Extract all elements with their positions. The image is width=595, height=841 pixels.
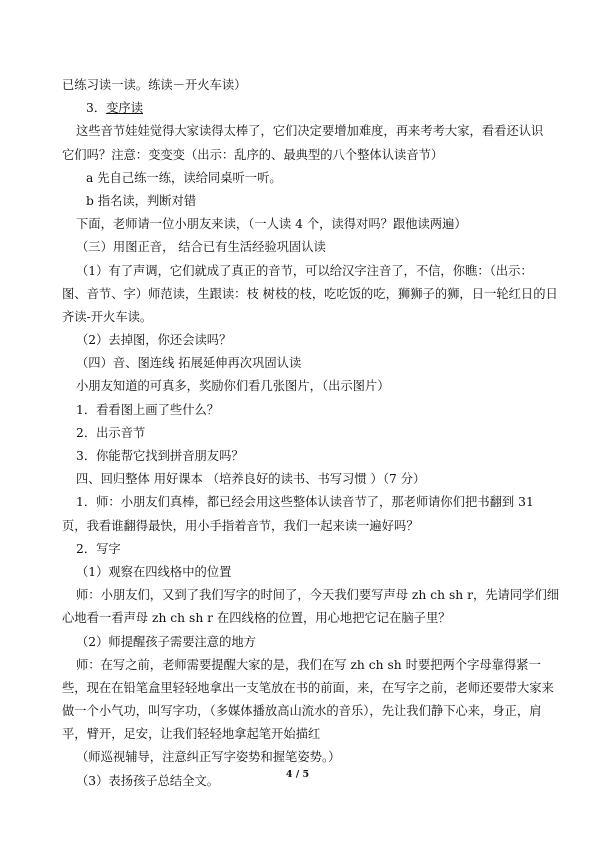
text-line: （2）师提醒孩子需要注意的地方: [76, 634, 256, 649]
text-line: 心地看一看声母 zh ch sh r 在四线格的位置，用心地把它记在脑子里？: [62, 611, 451, 626]
text-line: 平，臂开，足安，让我们轻轻地拿起笔开始描红: [62, 727, 321, 742]
section-heading: （三）用图正音， 结合已有生活经验巩固认读: [76, 240, 326, 255]
section-heading: 四、回归整体 用好课本 （培养良好的读书、书写习惯 ）（7 分）: [76, 472, 426, 487]
text-line: a 先自己练一练，读给同桌听一听。: [86, 170, 282, 185]
list-item: 1．看看图上画了些什么？: [76, 402, 220, 417]
text-line: 师：在写之前，老师需要提醒大家的是，我们在写 zh ch sh 时要把两个字母靠得紧一: [76, 657, 541, 672]
text-line: 下面，老师请一位小朋友来读，（一人读 4 个，读得对吗？跟他读两遍）: [76, 217, 467, 232]
section-heading: 3．变序读: [86, 101, 144, 116]
page-number: 4 / 5: [285, 769, 310, 780]
body-text: [62, 74, 560, 793]
text-line: （2）去掉图，你还会读吗？: [76, 333, 232, 348]
text-line: 齐读-开火车读。: [62, 309, 153, 324]
text-line: 它们吗？注意：变变变（出示：乱序的、最典型的八个整体认读音节）: [62, 147, 444, 162]
list-item: 2．出示音节: [76, 425, 146, 440]
text-line: 这些音节娃娃觉得大家读得太棒了，它们决定要增加难度，再来考考大家，看看还认识: [76, 124, 544, 139]
text-line: 图、音节、字）师范读，生跟读：枝 树枝的枝，吃吃饭的吃，狮狮子的狮，日一轮红日的日: [62, 286, 558, 301]
text-line: （3）表扬孩子总结全文。: [76, 773, 220, 788]
text-line: 做一个小气功，叫写字功，（多媒体播放高山流水的音乐），先让我们静下心来，身正，肩: [62, 704, 542, 719]
text-line: b 指名读，判断对错: [86, 193, 197, 208]
text-line: 页，我看谁翻得最快，用小手指着音节，我们一起来读一遍好吗？: [62, 518, 419, 533]
text-line: 些，现在在铅笔盒里轻轻地拿出一支笔放在书的前面，来，在写字之前，老师还要带大家来: [62, 680, 554, 695]
text-line: （1）有了声调，它们就成了真正的音节，可以给汉字注音了，不信，你瞧：（出示：: [76, 263, 533, 278]
list-item: 3．你能帮它找到拼音朋友吗？: [76, 449, 244, 463]
text-line: （师巡视辅导，注意纠正写字姿势和握笔姿势。）: [76, 750, 341, 765]
section-heading: （四）音、图连线 拓展延伸再次巩固认读: [76, 356, 302, 371]
text-line: 小朋友知道的可真多，奖励你们看几张图片，（出示图片）: [76, 379, 390, 394]
text-line: 已练习读一读。练读－开火车读）: [62, 78, 247, 92]
text-line: （1）观察在四线格中的位置: [76, 564, 232, 579]
text-line: 1．师：小朋友们真棒，都已经会用这些整体认读音节了，那老师请你们把书翻到 31: [76, 495, 534, 510]
heading-underlined-text: 变序读: [106, 101, 144, 116]
list-item: 2．写字: [76, 541, 121, 556]
text-line: 师：小朋友们，又到了我们写字的时间了，今天我们要写声母 zh ch sh r，先请同学们细: [76, 588, 560, 603]
